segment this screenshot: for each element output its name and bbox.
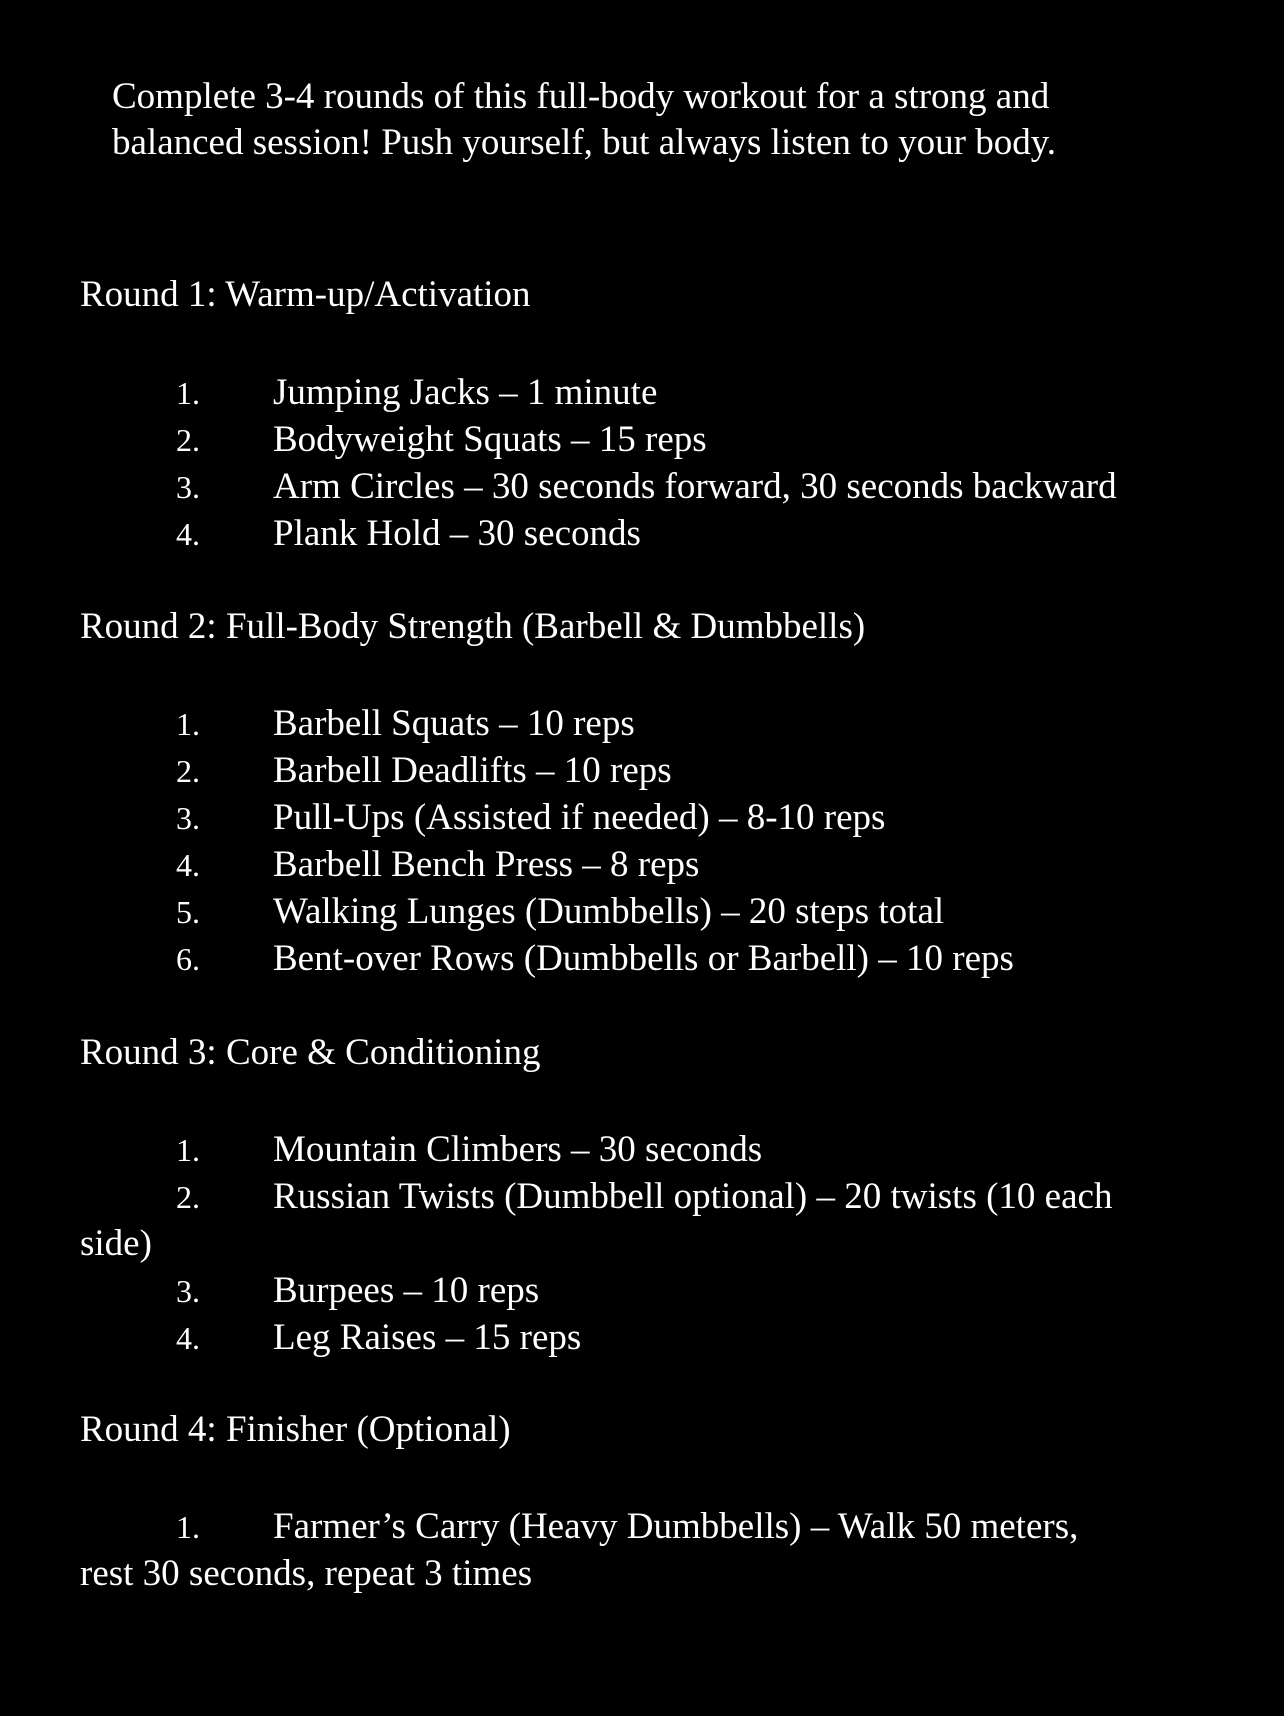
list-item: [0, 1314, 1284, 1362]
list-item-number: 1.: [176, 375, 200, 411]
list-item: [0, 841, 1284, 889]
list-item: [0, 794, 1284, 842]
list-item: [0, 510, 1284, 558]
intro-line-2: balanced session! Push yourself, but always listen to your body.: [112, 122, 1057, 163]
list-item-text: Pull-Ups (Assisted if needed) – 8-10 reps: [273, 797, 886, 838]
list-item-number: 2.: [176, 1179, 200, 1215]
list-item-number: 2.: [176, 422, 200, 458]
list-item-text: Barbell Deadlifts – 10 reps: [273, 750, 672, 791]
list-item-text: Plank Hold – 30 seconds: [273, 513, 641, 554]
list-item-text: Arm Circles – 30 seconds forward, 30 seconds backward: [273, 466, 1117, 507]
round-3-title: Round 3: Core & Conditioning: [80, 1032, 541, 1073]
round-1-title: Round 1: Warm-up/Activation: [80, 274, 531, 315]
list-item: [0, 1503, 1284, 1551]
list-item-number: 1.: [176, 1132, 200, 1168]
list-item-text: Bodyweight Squats – 15 reps: [273, 419, 707, 460]
list-item-text: Barbell Bench Press – 8 reps: [273, 844, 700, 885]
intro-paragraph: [112, 74, 1212, 166]
list-item: [0, 463, 1284, 511]
list-item-number: 1.: [176, 1509, 200, 1545]
list-item-wrap-text: rest 30 seconds, repeat 3 times: [80, 1553, 533, 1594]
list-item-number: 3.: [176, 1273, 200, 1309]
list-item-text: Barbell Squats – 10 reps: [273, 703, 635, 744]
list-item-number: 3.: [176, 800, 200, 836]
list-item-text: Mountain Climbers – 30 seconds: [273, 1129, 763, 1170]
list-item-text: Burpees – 10 reps: [273, 1270, 540, 1311]
list-item-number: 5.: [176, 894, 200, 930]
list-item-number: 3.: [176, 469, 200, 505]
list-item: [0, 416, 1284, 464]
round-4-title: Round 4: Finisher (Optional): [80, 1409, 511, 1450]
list-item-text: Russian Twists (Dumbbell optional) – 20 twists (10 each: [273, 1176, 1113, 1217]
list-item: [0, 935, 1284, 983]
list-item: [0, 1267, 1284, 1315]
list-item-text: Walking Lunges (Dumbbells) – 20 steps total: [273, 891, 945, 932]
list-item: [0, 747, 1284, 795]
intro-line-1: Complete 3-4 rounds of this full-body workout for a strong and: [112, 76, 1050, 117]
list-item-number: 1.: [176, 706, 200, 742]
list-item: [0, 1173, 1284, 1221]
round-2-title: Round 2: Full-Body Strength (Barbell & Dumbbells): [80, 606, 866, 647]
list-item-text: Jumping Jacks – 1 minute: [273, 372, 658, 413]
list-item-number: 4.: [176, 516, 200, 552]
list-item-number: 4.: [176, 1320, 200, 1356]
list-item-text: Leg Raises – 15 reps: [273, 1317, 582, 1358]
list-item: [0, 700, 1284, 748]
list-item-number: 6.: [176, 941, 200, 977]
list-item-text: Bent-over Rows (Dumbbells or Barbell) – 10 reps: [273, 938, 1014, 979]
list-item-wrap-text: side): [80, 1223, 152, 1264]
list-item-number: 2.: [176, 753, 200, 789]
list-item-number: 4.: [176, 847, 200, 883]
list-item-text: Farmer’s Carry (Heavy Dumbbells) – Walk 50 meters,: [273, 1506, 1079, 1547]
list-item: [0, 1126, 1284, 1174]
list-item: [0, 888, 1284, 936]
list-item: [0, 369, 1284, 417]
